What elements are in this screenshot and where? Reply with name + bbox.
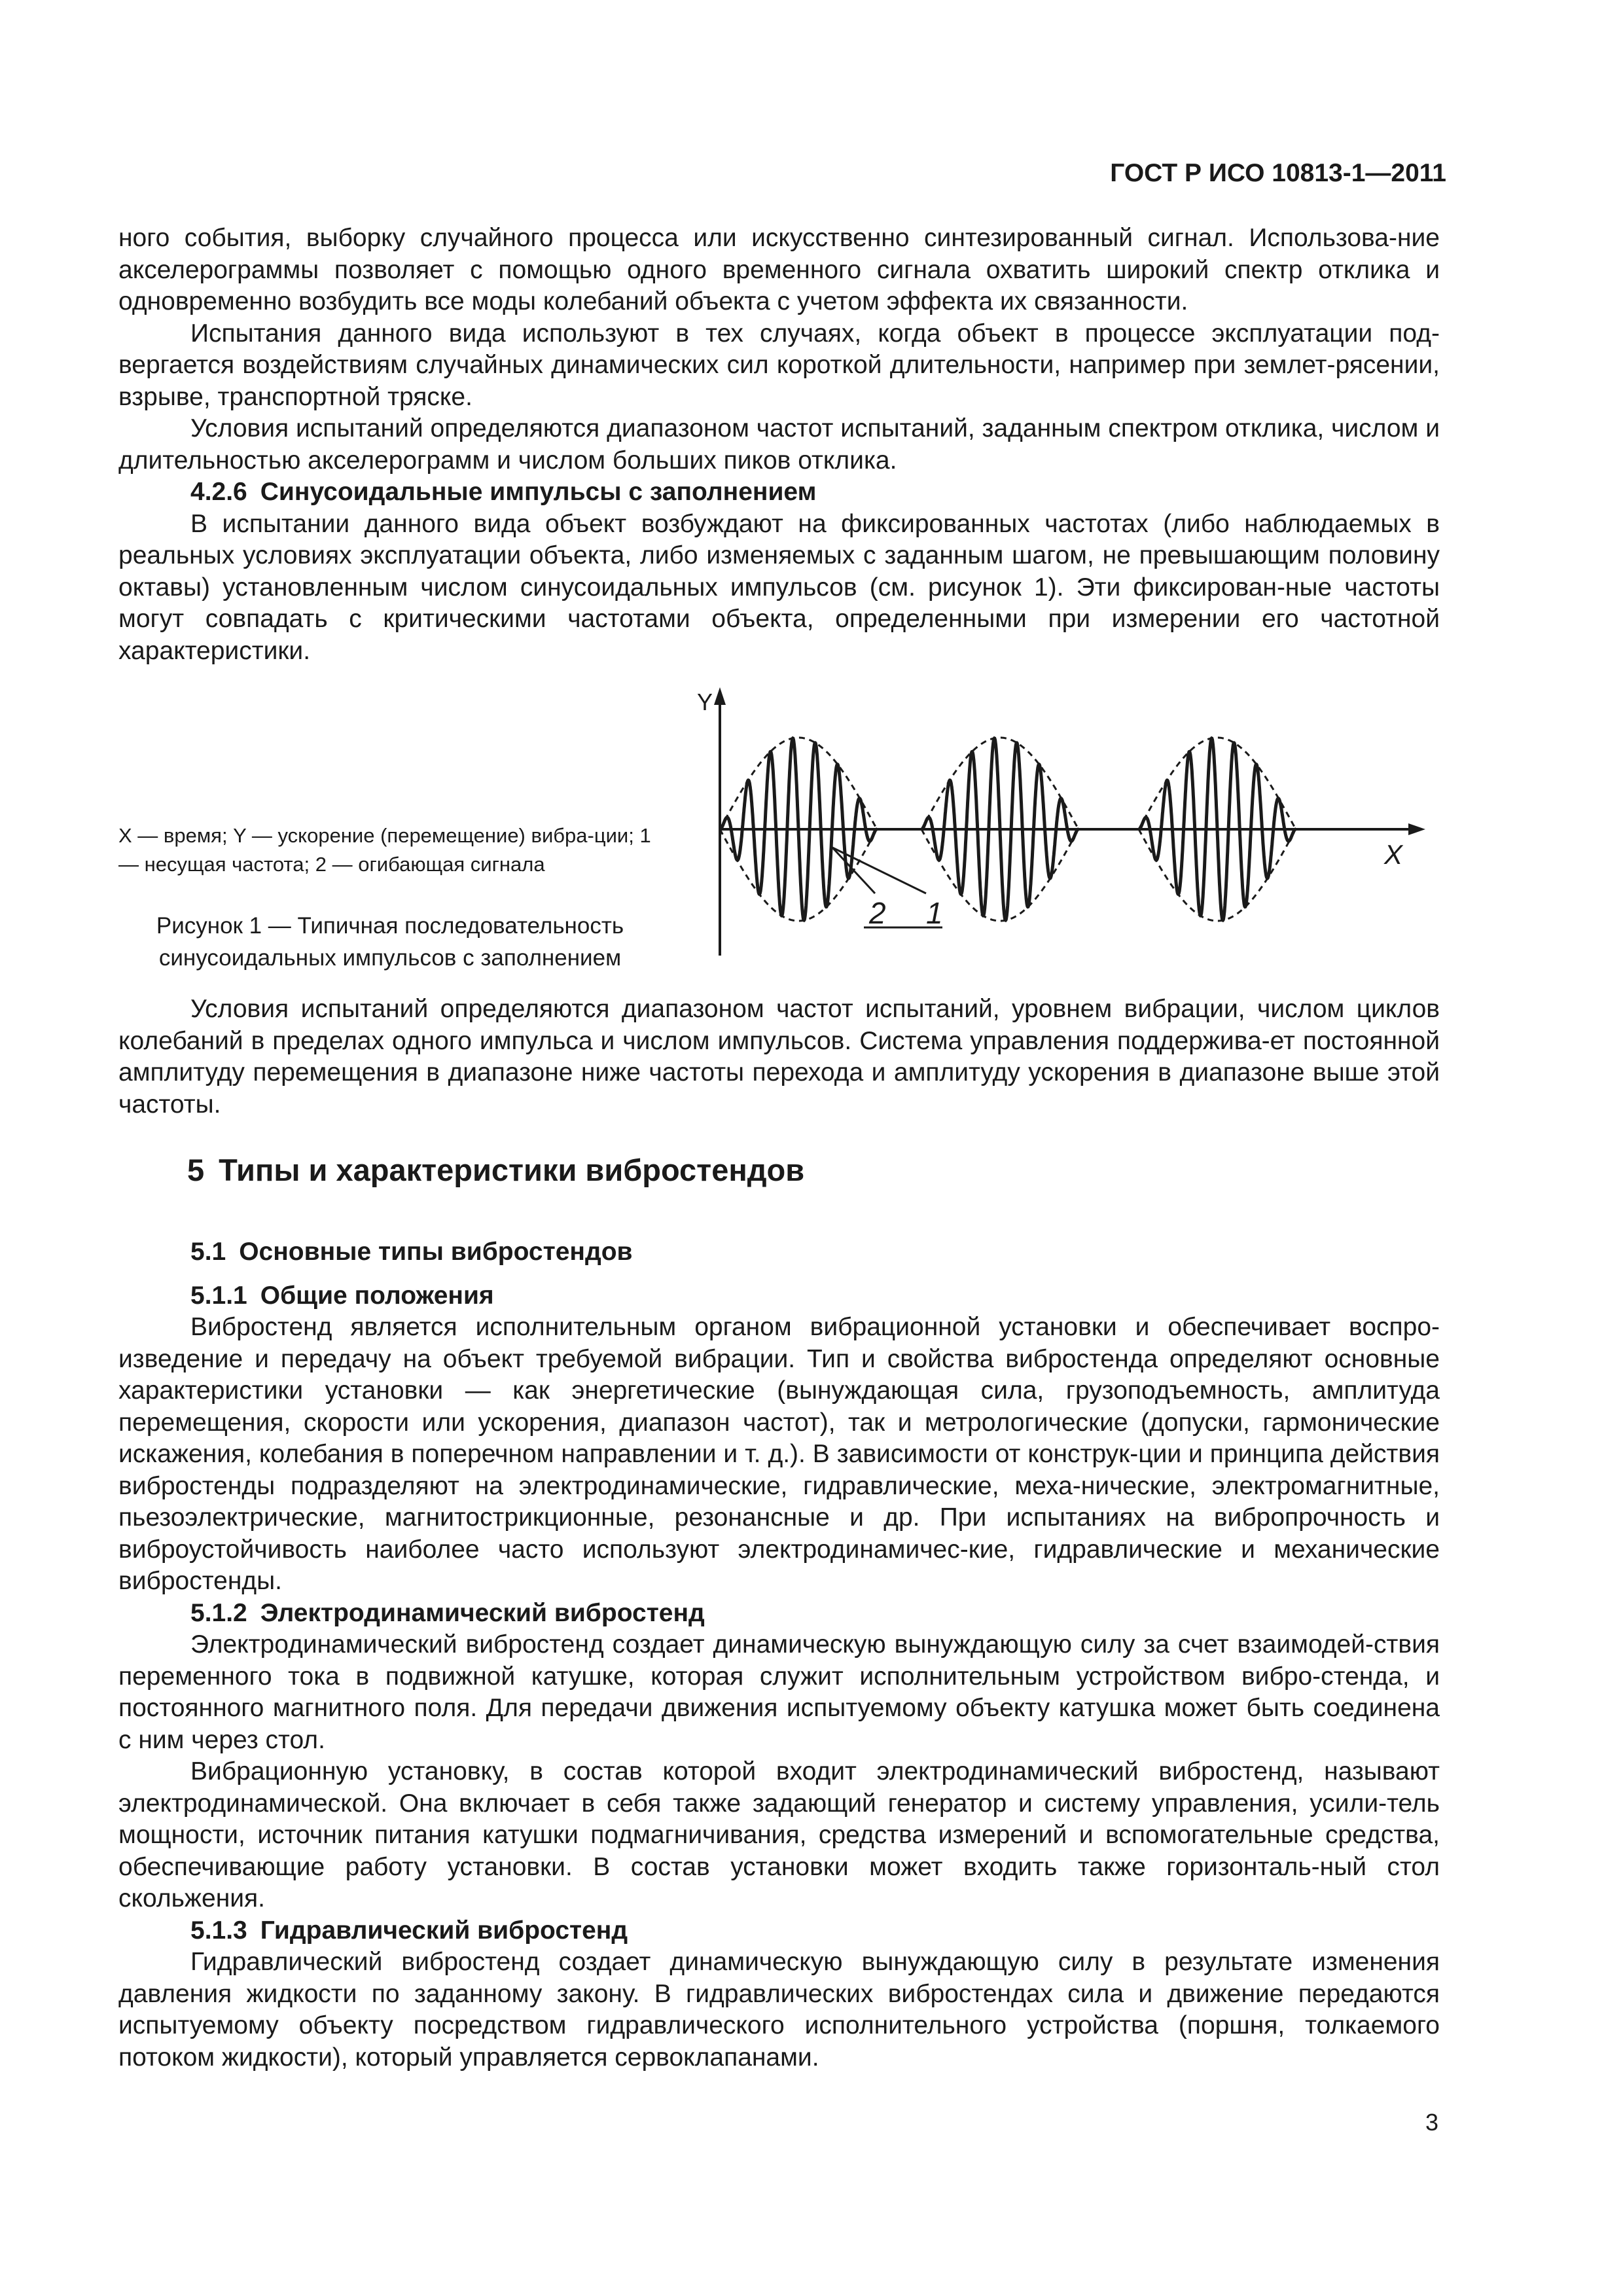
section-number: 5	[187, 1153, 205, 1187]
figure-legend: X — время; Y — ускорение (перемещение) вибра-ции; 1 — несущая частота; 2 — огибающая сигнала	[118, 824, 651, 876]
heading-5-1	[118, 1236, 1440, 1268]
heading-number: 5.1.1	[190, 1281, 247, 1310]
heading-5-1-2	[118, 1598, 1440, 1630]
heading-4-2-6	[118, 476, 1440, 509]
heading-title: Синусоидальные импульсы с заполнением	[260, 478, 817, 506]
label-2: 2	[869, 896, 886, 930]
paragraph: ного события, выборку случайного процесса или искусственно синтезированный сигнал. Использова-ние акселерограммы позволяет с помощью одного временного сигнала охватить широкий спектр отклика и одновременно возбудить все моды колебаний объекта с учетом эффекта их связанности.	[118, 224, 1440, 315]
text-block-bottom	[118, 1236, 1440, 2073]
document-header: ГОСТ Р ИСО 10813-1—2011	[1110, 159, 1446, 187]
heading-title: Гидравлический вибростенд	[260, 1916, 628, 1945]
figure-sine-bursts	[681, 684, 1427, 972]
heading-title: Основные типы вибростендов	[239, 1238, 633, 1266]
page-number: 3	[1425, 2109, 1438, 2136]
carrier-wave-3	[1139, 738, 1296, 920]
figure-caption: Рисунок 1 — Типичная последовательность синусоидальных импульсов с заполнением	[156, 913, 624, 971]
y-axis-arrow	[714, 687, 726, 705]
text-block-middle	[118, 994, 1440, 1121]
heading-number: 5.1.2	[190, 1598, 247, 1627]
paragraph: Гидравлический вибростенд создает динамическую вынуждающую силу в результате изменения давления жидкости по заданному закону. В гидравлических вибростендах сила и движение передаются испытуемому объекту посредством гидравлического исполнительного устройства (поршня, толкаемого потоком жидкости), который управляется сервоклапанами.	[118, 1948, 1440, 2072]
heading-5-1-1	[118, 1280, 1440, 1312]
paragraph: Условия испытаний определяются диапазоном частот испытаний, заданным спектром отклика, числом и длительностью акселерограмм и числом больших пиков отклика.	[118, 414, 1440, 475]
section-title: Типы и характеристики вибростендов	[219, 1153, 805, 1187]
heading-number: 5.1.3	[190, 1916, 247, 1945]
heading-title: Общие положения	[260, 1281, 494, 1310]
heading-5-1-3	[118, 1915, 1440, 1947]
paragraph: Вибрационную установку, в состав которой входит электродинамический вибростенд, называют электродинамической. Она включает в себя также задающий генератор и систему управления, усили-тель мощности, источник питания катушки подмагничивания, средства измерений и вспомогательные средства, обеспечивающие работу установки. В состав установки может входить также горизонталь-ный стол скольжения.	[118, 1757, 1440, 1912]
carrier-wave-1	[720, 738, 877, 920]
heading-number: 5.1	[190, 1238, 226, 1266]
paragraph: Вибростенд является исполнительным органом вибрационной установки и обеспечивает воспро-изведение и передачу на объект требуемой вибрации. Тип и свойства вибростенда определяют основные характеристики установки — как энергетические (вынуждающая сила, грузоподъемность, амплитуда перемещения, скорости или ускорения, диапазон частот), так и метрологические (допуски, гармонические искажения, колебания в поперечном направлении и т. д.). В зависимости от конструк-ции и принципа действия вибростенды подразделяют на электродинамические, гидравлические, меха-нические, электромагнитные, пьезоэлектрические, магнитострикционные, резонансные и др. При испытаниях на вибропрочность и виброустойчивость наиболее часто используют электродинамичес-кие, гидравлические и механические вибростенды.	[118, 1313, 1440, 1595]
paragraph: Электродинамический вибростенд создает динамическую вынуждающую силу за счет взаимодей-ствия переменного тока в подвижной катушке, которая служит исполнительным устройством вибро-стенда, и постоянного магнитного поля. Для передачи движения испытуемому объекту катушка может быть соединена с ним через стол.	[118, 1630, 1440, 1754]
paragraph: Испытания данного вида используют в тех случаях, когда объект в процессе эксплуатации под-вергается воздействиям случайных динамических сил короткой длительности, например при землет-рясении, взрыве, транспортной тряске.	[118, 319, 1440, 411]
text-block-top	[118, 223, 1440, 667]
paragraph: В испытании данного вида объект возбуждают на фиксированных частотах (либо наблюдаемых в реальных условиях эксплуатации объекта, либо изменяемых с заданным шагом, не превышающим половину октавы) установленным числом синусоидальных импульсов (см. рисунок 1). Эти фиксирован-ные частоты могут совпадать с критическими частотами объекта, определенными при измерении его частотной характеристики.	[118, 509, 1440, 665]
paragraph: Условия испытаний определяются диапазоном частот испытаний, уровнем вибрации, числом циклов колебаний в пределах одного импульса и числом импульсов. Система управления поддержива-ет постоянной амплитуду перемещения в диапазоне ниже частоты перехода и амплитуду ускорения в диапазоне выше этой частоты.	[118, 995, 1440, 1119]
heading-title: Электродинамический вибростенд	[260, 1598, 705, 1627]
carrier-wave-2	[921, 738, 1079, 920]
x-axis-arrow	[1408, 823, 1425, 835]
section-heading-5	[187, 1152, 804, 1188]
heading-number: 4.2.6	[190, 478, 247, 506]
label-1: 1	[926, 896, 943, 930]
x-axis-label: X	[1384, 839, 1403, 870]
y-axis-label: Y	[697, 689, 713, 715]
